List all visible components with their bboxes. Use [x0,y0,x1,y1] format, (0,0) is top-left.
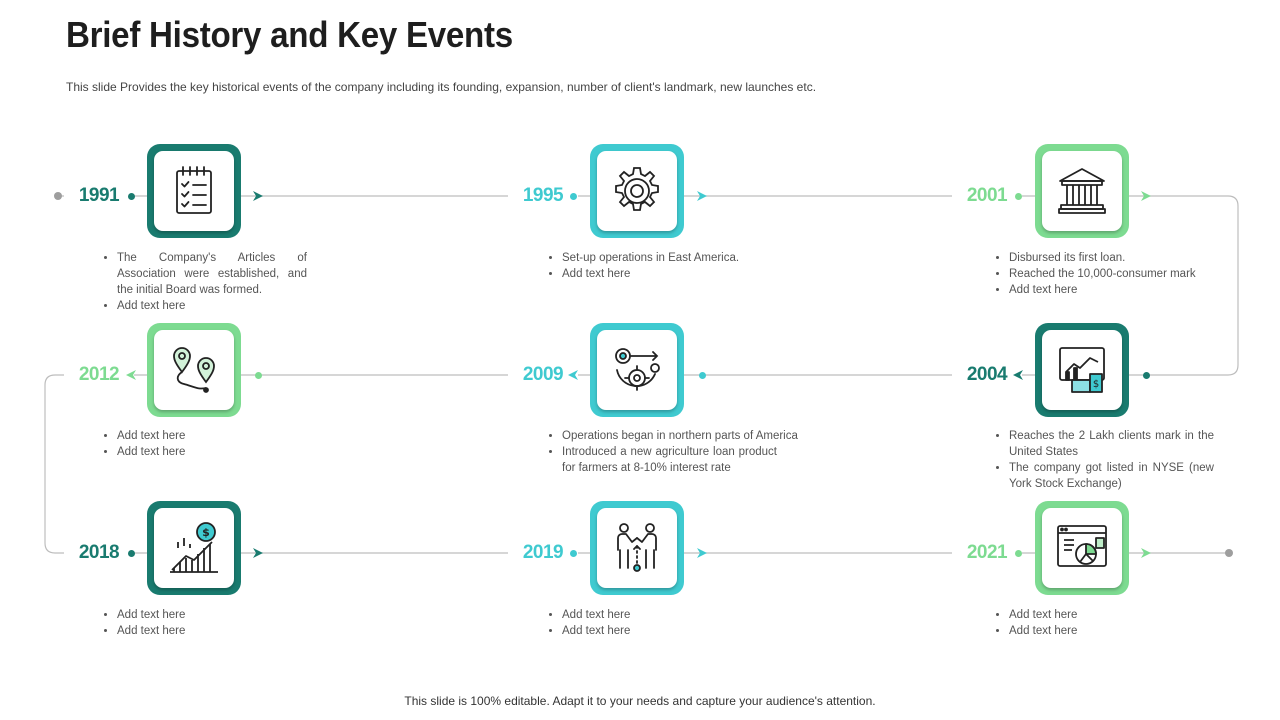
event-notes-2009 [544,428,802,476]
right-arrow-icon [253,191,263,201]
event-card-1991 [147,144,241,238]
right-arrow-icon [253,548,263,558]
right-arrow-icon [1141,191,1151,201]
event-card-2019 [590,501,684,595]
svg-text:$: $ [1092,379,1100,390]
connector-dot [255,372,262,379]
event-notes-2019 [544,607,752,639]
left-arrow-icon [568,370,578,380]
connector-dot [128,550,135,557]
event-bullet: • Set-up operations in East America. [562,250,772,266]
event-bullet: • Operations began in northern parts of America [562,428,802,444]
event-card-1995 [590,144,684,238]
bank-building-icon [1054,163,1110,219]
year-label-1995: 1995 [508,182,578,210]
event-bullet: • Add text here [1009,282,1214,298]
event-bullet: • Add text here [1009,607,1199,623]
target-gear-strategy-icon [609,342,665,398]
event-notes-2021 [991,607,1199,639]
year-label-2018: 2018 [64,539,134,567]
event-notes-2018 [99,607,307,639]
event-notes-1991 [99,250,307,314]
event-bullet: • Add text here [562,607,752,623]
event-bullet: • The Company's Articles of Association were established, and the initial Board was formed. [117,250,307,298]
page-title: Brief History and Key Events [66,14,513,55]
event-bullet: • Disbursed its first loan. [1009,250,1214,266]
connector-dot [1015,193,1022,200]
event-bullet: • Add text here [117,298,307,314]
dashboard-pie-chart-icon [1054,520,1110,576]
event-card-2001 [1035,144,1129,238]
svg-text:$: $ [202,526,210,539]
business-partnership-icon [609,520,665,576]
financial-report-chart-icon [1054,342,1110,398]
event-bullet: • Reached the 10,000-consumer mark [1009,266,1214,282]
event-card-2012 [147,323,241,417]
event-card-2009 [590,323,684,417]
event-notes-2004 [991,428,1214,492]
event-bullet: • Add text here [117,444,307,460]
year-label-2021: 2021 [952,539,1022,567]
event-card-2021 [1035,501,1129,595]
connector-dot [128,193,135,200]
event-card-2004 [1035,323,1129,417]
event-bullet: • Add text here [117,607,307,623]
footer-note: This slide is 100% editable. Adapt it to your needs and capture your audience's attention. [404,694,876,708]
connector-dot [570,550,577,557]
event-notes-1995 [544,250,772,282]
year-label-2019: 2019 [508,539,578,567]
event-notes-2001 [991,250,1214,298]
event-bullet: • Add text here [1009,623,1199,639]
year-label-2009: 2009 [508,361,578,389]
year-label-2001: 2001 [952,182,1022,210]
event-bullet: • Add text here [562,266,772,282]
page-subtitle: This slide Provides the key historical events of the company including its founding, expansion, number of client's landmark, new launches etc. [66,80,817,94]
right-arrow-icon [1141,548,1151,558]
event-bullet: • The company got listed in NYSE (new York Stock Exchange) [1009,460,1214,492]
left-arrow-icon [1013,370,1023,380]
timeline-end-dot [1225,549,1233,557]
timeline-start-dot [54,192,62,200]
event-bullet: • Add text here [117,623,307,639]
checklist-clipboard-icon [166,163,222,219]
right-arrow-icon [697,191,707,201]
connector-dot [570,193,577,200]
connector-dot [1143,372,1150,379]
event-bullet: • Introduced a new agriculture loan product for farmers at 8-10% interest rate [562,444,777,476]
year-label-1991: 1991 [64,182,134,210]
connector-dot [699,372,706,379]
event-bullet: • Reaches the 2 Lakh clients mark in the United States [1009,428,1214,460]
year-label-2012: 2012 [64,361,134,389]
left-arrow-icon [126,370,136,380]
year-label-2004: 2004 [952,361,1022,389]
event-bullet: • Add text here [117,428,307,444]
growth-chart-dollar-icon [166,520,222,576]
right-arrow-icon [697,548,707,558]
event-card-2018 [147,501,241,595]
connector-dot [1015,550,1022,557]
event-notes-2012 [99,428,307,460]
event-bullet: • Add text here [562,623,752,639]
location-pins-route-icon [166,342,222,398]
gear-icon [609,163,665,219]
